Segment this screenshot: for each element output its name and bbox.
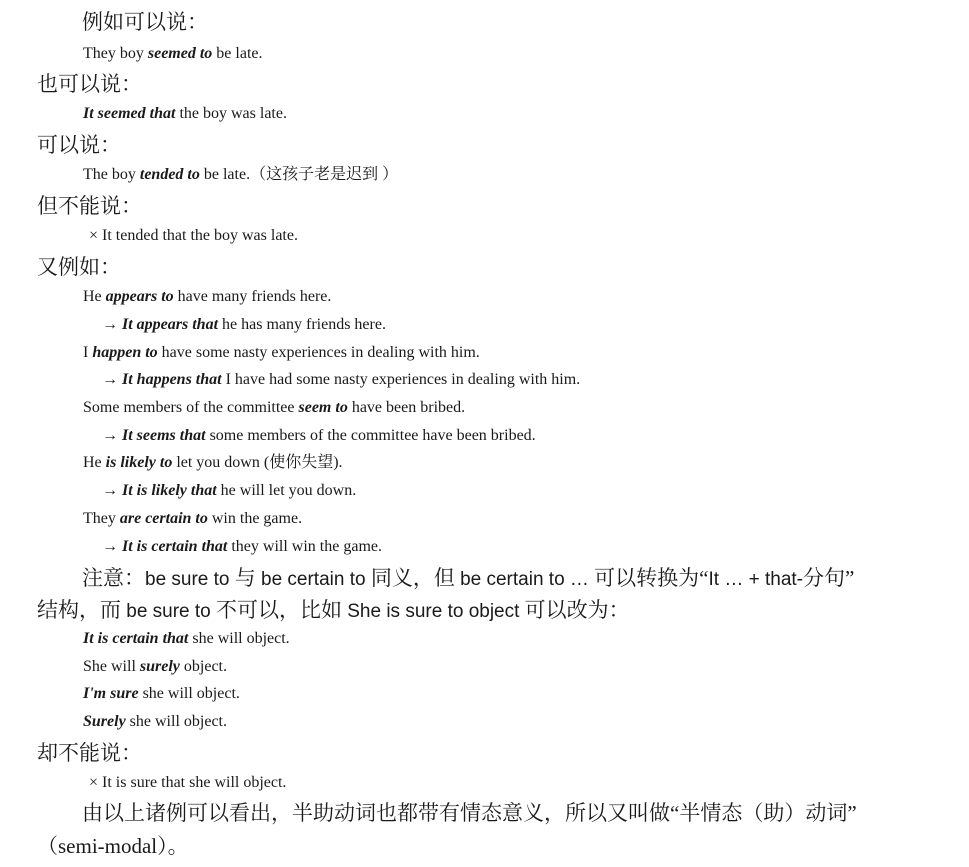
conclusion-line-1: 由以上诸例可以看出，半助动词也都带有情态意义，所以又叫做“半情态（助）动词”: [82, 801, 857, 825]
example-sentence: It is certain that she will object.: [83, 630, 290, 647]
heading-example-intro: 例如可以说：: [82, 10, 208, 34]
incorrect-example: × It tended that the boy was late.: [89, 227, 298, 244]
example-sentence: It seemed that the boy was late.: [83, 105, 287, 122]
example-sentence: Surely she will object.: [83, 713, 227, 730]
note-paragraph-line-1: 注意：be sure to 与 be certain to 同义，但 be certain to … 可以转换为“It … + that-分句”: [82, 566, 855, 590]
example-sentence: They boy seemed to be late.: [83, 45, 263, 62]
example-sentence: I'm sure she will object.: [83, 685, 240, 702]
heading-more-examples: 又例如：: [37, 255, 121, 279]
example-sentence: She will surely object.: [83, 658, 227, 675]
example-transformation: → It is certain that they will win the game.: [102, 538, 382, 555]
heading-cannot-say: 但不能说：: [37, 194, 142, 218]
example-sentence: I happen to have some nasty experiences in dealing with him.: [83, 344, 480, 361]
example-sentence: He is likely to let you down (使你失望).: [83, 454, 343, 471]
example-transformation: → It appears that he has many friends here.: [102, 316, 386, 333]
example-sentence: He appears to have many friends here.: [83, 288, 332, 305]
example-transformation: → It happens that I have had some nasty experiences in dealing with him.: [102, 371, 581, 388]
heading-but-cannot-say: 却不能说：: [37, 741, 142, 765]
conclusion-line-2: （semi-modal）。: [37, 834, 189, 858]
note-paragraph-line-2: 结构，而 be sure to 不可以，比如 She is sure to object 可以改为：: [37, 598, 630, 622]
example-sentence: Some members of the committee seem to have been bribed.: [83, 399, 466, 416]
example-sentence: The boy tended to be late.（这孩子老是迟到 ）: [83, 166, 399, 183]
example-transformation: → It seems that some members of the committee have been bribed.: [102, 427, 536, 444]
heading-also-can-say: 也可以说：: [37, 72, 142, 96]
heading-can-say: 可以说：: [37, 133, 121, 157]
example-transformation: → It is likely that he will let you down.: [102, 482, 357, 499]
incorrect-example: × It is sure that she will object.: [89, 774, 287, 791]
example-sentence: They are certain to win the game.: [83, 510, 303, 527]
